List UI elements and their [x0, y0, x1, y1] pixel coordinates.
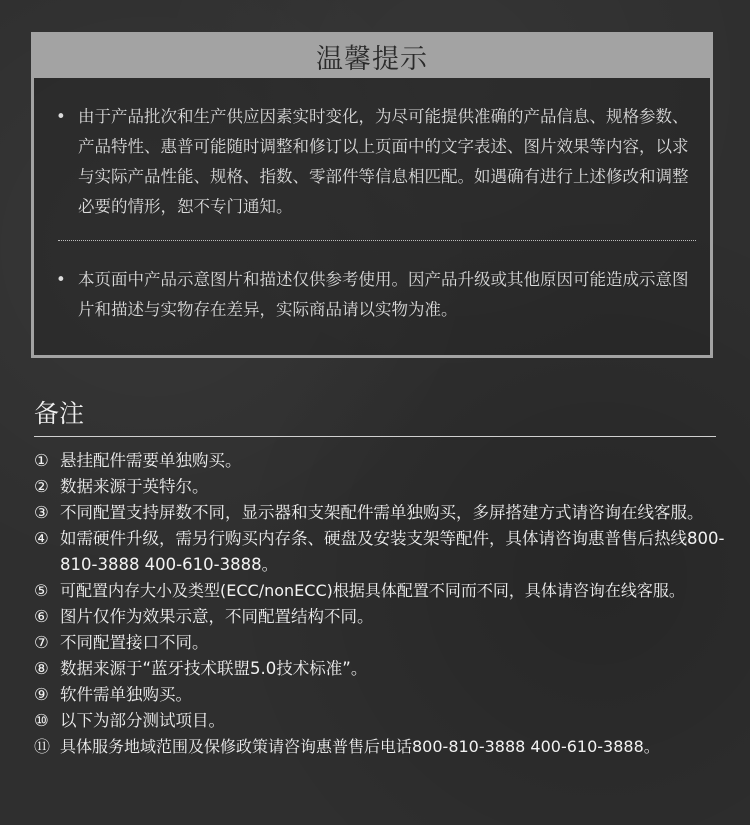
notes-list [34, 448, 734, 760]
note-item [34, 734, 734, 760]
note-item [34, 604, 734, 630]
note-item [34, 526, 725, 578]
dotted-divider [58, 240, 696, 241]
note-number: ② [34, 477, 49, 496]
notice-item-image-disclaimer [56, 265, 690, 325]
note-number: ⑪ [34, 737, 51, 756]
notice-title: 温馨提示 [34, 35, 710, 78]
note-text: 数据来源于英特尔。 [60, 477, 209, 496]
note-number: ⑧ [34, 659, 49, 678]
note-text: 如需硬件升级，需另行购买内存条、硬盘及安装支架等配件，具体请咨询惠普售后热线800-810-3888 400-610-3888。 [60, 529, 725, 574]
note-text: 图片仅作为效果示意，不同配置结构不同。 [60, 607, 374, 626]
note-text: 悬挂配件需要单独购买。 [60, 451, 242, 470]
note-number: ⑥ [34, 607, 49, 626]
note-item [34, 708, 734, 734]
note-number: ⑨ [34, 685, 49, 704]
bullet-icon: • [56, 270, 66, 289]
note-item [34, 682, 734, 708]
notes-title: 备注 [34, 399, 85, 428]
note-text: 具体服务地域范围及保修政策请咨询惠普售后电话800-810-3888 400-610-3888。 [60, 737, 660, 756]
note-item [34, 474, 734, 500]
note-item [34, 448, 734, 474]
note-text: 数据来源于“蓝牙技术联盟5.0技术标准”。 [60, 659, 368, 678]
note-number: ① [34, 451, 49, 470]
note-number: ③ [34, 503, 49, 522]
notice-item-text: 本页面中产品示意图片和描述仅供参考使用。因产品升级或其他原因可能造成示意图片和描述与实物存在差异，实际商品请以实物为准。 [78, 270, 689, 319]
note-number: ⑩ [34, 711, 49, 730]
note-number: ⑦ [34, 633, 49, 652]
notes-divider [34, 436, 716, 437]
note-text: 软件需单独购买。 [60, 685, 192, 704]
note-text: 以下为部分测试项目。 [60, 711, 225, 730]
notice-item-product-changes [56, 102, 690, 222]
note-item [34, 578, 734, 604]
notice-box [31, 32, 713, 358]
note-number: ⑤ [34, 581, 49, 600]
bullet-icon: • [56, 107, 66, 126]
note-item [34, 630, 734, 656]
note-text: 不同配置支持屏数不同，显示器和支架配件需单独购买，多屏搭建方式请咨询在线客服。 [60, 503, 704, 522]
notice-item-text: 由于产品批次和生产供应因素实时变化，为尽可能提供准确的产品信息、规格参数、产品特性、惠普可能随时调整和修订以上页面中的文字表述、图片效果等内容，以求与实际产品性能、规格、指数、零部件等信息相匹配。如遇确有进行上述修改和调整必要的情形，恕不专门通知。 [78, 107, 689, 216]
note-number: ④ [34, 529, 49, 548]
note-item [34, 656, 734, 682]
note-item [34, 500, 720, 526]
note-text: 可配置内存大小及类型(ECC/nonECC)根据具体配置不同而不同，具体请咨询在线客服。 [60, 581, 685, 600]
note-text: 不同配置接口不同。 [60, 633, 209, 652]
